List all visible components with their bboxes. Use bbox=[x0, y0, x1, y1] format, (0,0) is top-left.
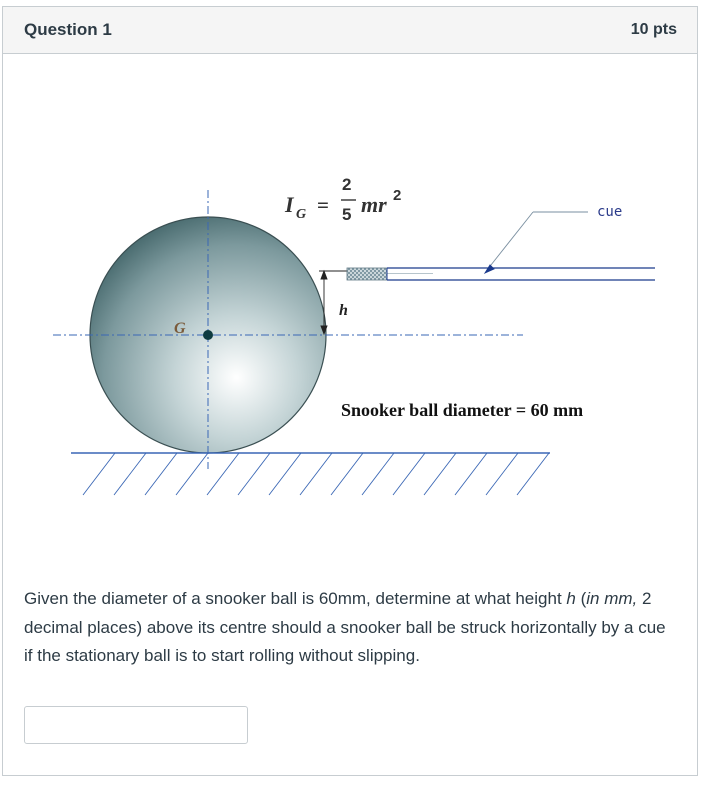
svg-text:2: 2 bbox=[393, 187, 402, 204]
answer-input[interactable] bbox=[24, 706, 248, 744]
cue-leader bbox=[485, 212, 588, 273]
svg-text:mr: mr bbox=[361, 192, 387, 217]
svg-text:=: = bbox=[317, 193, 329, 217]
svg-text:G: G bbox=[296, 207, 307, 222]
svg-text:2: 2 bbox=[342, 175, 352, 194]
question-points: 10 pts bbox=[630, 21, 677, 38]
centre-point-g bbox=[203, 330, 213, 340]
h-label: h bbox=[339, 302, 348, 319]
question-title: Question 1 bbox=[24, 20, 112, 39]
cue-label: cue bbox=[597, 204, 623, 220]
svg-text:I: I bbox=[285, 192, 294, 217]
diameter-label: Snooker ball diameter = 60 mm bbox=[341, 400, 584, 420]
snooker-ball-diagram bbox=[3, 7, 697, 527]
g-label: G bbox=[174, 320, 186, 337]
svg-text:5: 5 bbox=[342, 205, 352, 224]
inertia-formula bbox=[284, 175, 401, 224]
question-card bbox=[2, 6, 698, 776]
ground-hatching bbox=[83, 453, 549, 495]
question-text: Given the diameter of a snooker ball is 60mm, determine at what height h (in mm, 2 decimal places) above its centre should a snooker ball be struck horizontally by a cue if the stationary ball is to start rolling without slipping. bbox=[24, 589, 666, 665]
cue-stick bbox=[347, 268, 655, 280]
